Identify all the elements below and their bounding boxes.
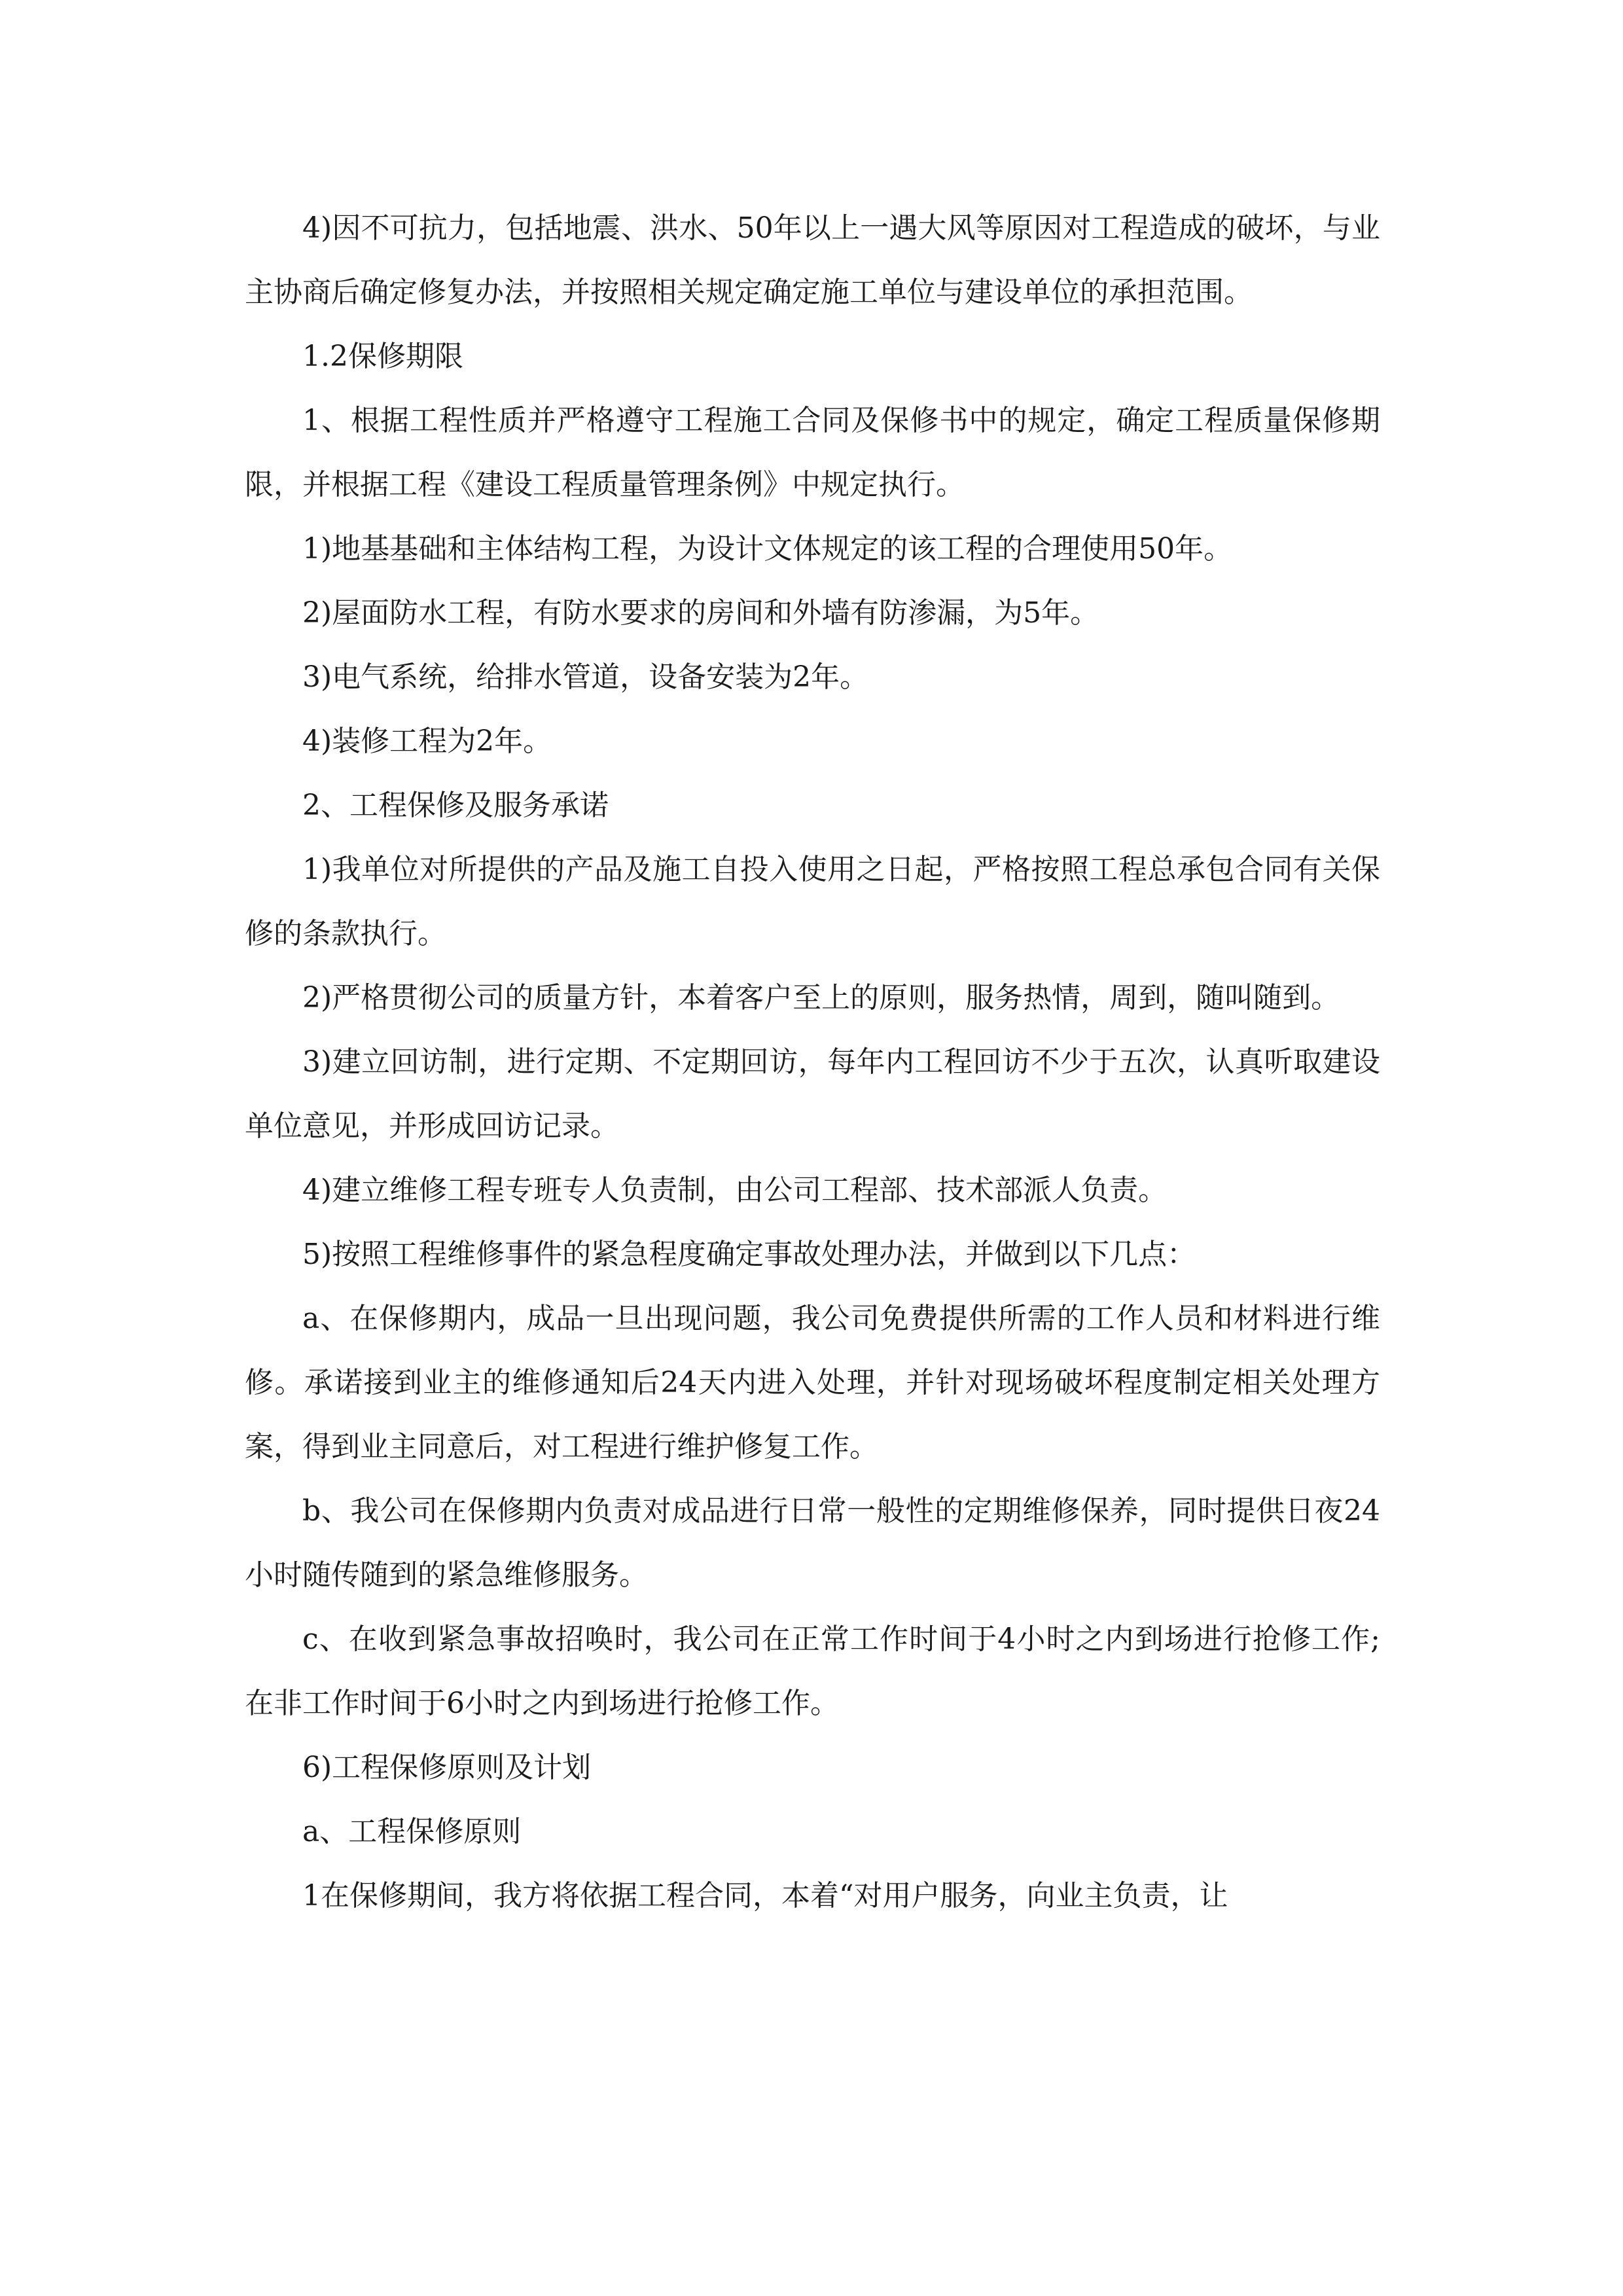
paragraph-force-majeure: 4)因不可抗力，包括地震、洪水、50年以上一遇大风等原因对工程造成的破坏，与业主协商后确定修复办法，并按照相关规定确定施工单位与建设单位的承担范围。 xyxy=(245,211,1380,309)
list-item-decoration: 4)装修工程为2年。 xyxy=(302,725,552,758)
list-item-roof-waterproofing: 2)屋面防水工程，有防水要求的房间和外墙有防渗漏，为5年。 xyxy=(302,596,1099,630)
list-item-warranty-principles: 6)工程保修原则及计划 xyxy=(302,1751,592,1784)
list-item-dedicated-team: 4)建立维修工程专班专人负责制，由公司工程部、技术部派人负责。 xyxy=(302,1174,1168,1207)
paragraph-warranty-basis: 1、根据工程性质并严格遵守工程施工合同及保修书中的规定，确定工程质量保修期限，并根据工程《建设工程质量管理条例》中规定执行。 xyxy=(245,404,1380,501)
sub-item-b-maintenance: b、我公司在保修期内负责对成品进行日常一般性的定期维修保养，同时提供日夜24小时随传随到的紧急维修服务。 xyxy=(245,1494,1380,1592)
list-item-emergency-handling: 5)按照工程维修事件的紧急程度确定事故处理办法，并做到以下几点： xyxy=(302,1238,1196,1271)
sub-heading-warranty-principles: a、工程保修原则 xyxy=(302,1815,522,1848)
list-item-foundation: 1)地基基础和主体结构工程，为设计文体规定的该工程的合理使用50年。 xyxy=(302,532,1233,565)
list-item-return-visit: 3)建立回访制，进行定期、不定期回访，每年内工程回访不少于五次，认真听取建设单位意见，并形成回访记录。 xyxy=(245,1045,1380,1143)
list-item-electrical: 3)电气系统，给排水管道，设备安装为2年。 xyxy=(302,660,869,694)
sub-item-c-emergency-response: c、在收到紧急事故招唤时，我公司在正常工作时间于4小时之内到场进行抢修工作;在非工作时间于6小时之内到场进行抢修工作。 xyxy=(245,1623,1380,1720)
heading-service-commitment: 2、工程保修及服务承诺 xyxy=(302,789,609,822)
sub-item-a-free-repair: a、在保修期内，成品一旦出现问题，我公司免费提供所需的工作人员和材料进行维修。承诺接到业主的维修通知后24天内进入处理，并针对现场破坏程度制定相关处理方案，得到业主同意后，对工程进行维护修复工作。 xyxy=(245,1302,1380,1463)
list-item-contract-terms: 1)我单位对所提供的产品及施工自投入使用之日起，严格按照工程总承包合同有关保修的条款执行。 xyxy=(245,853,1380,950)
paragraph-warranty-principle-1: 1在保修期间，我方将依据工程合同，本着“对用户服务，向业主负责，让 xyxy=(302,1879,1228,1912)
document-body xyxy=(245,196,1380,1928)
heading-warranty-period: 1.2保修期限 xyxy=(302,340,463,373)
list-item-quality-policy: 2)严格贯彻公司的质量方针，本着客户至上的原则，服务热情，周到，随叫随到。 xyxy=(302,981,1340,1014)
